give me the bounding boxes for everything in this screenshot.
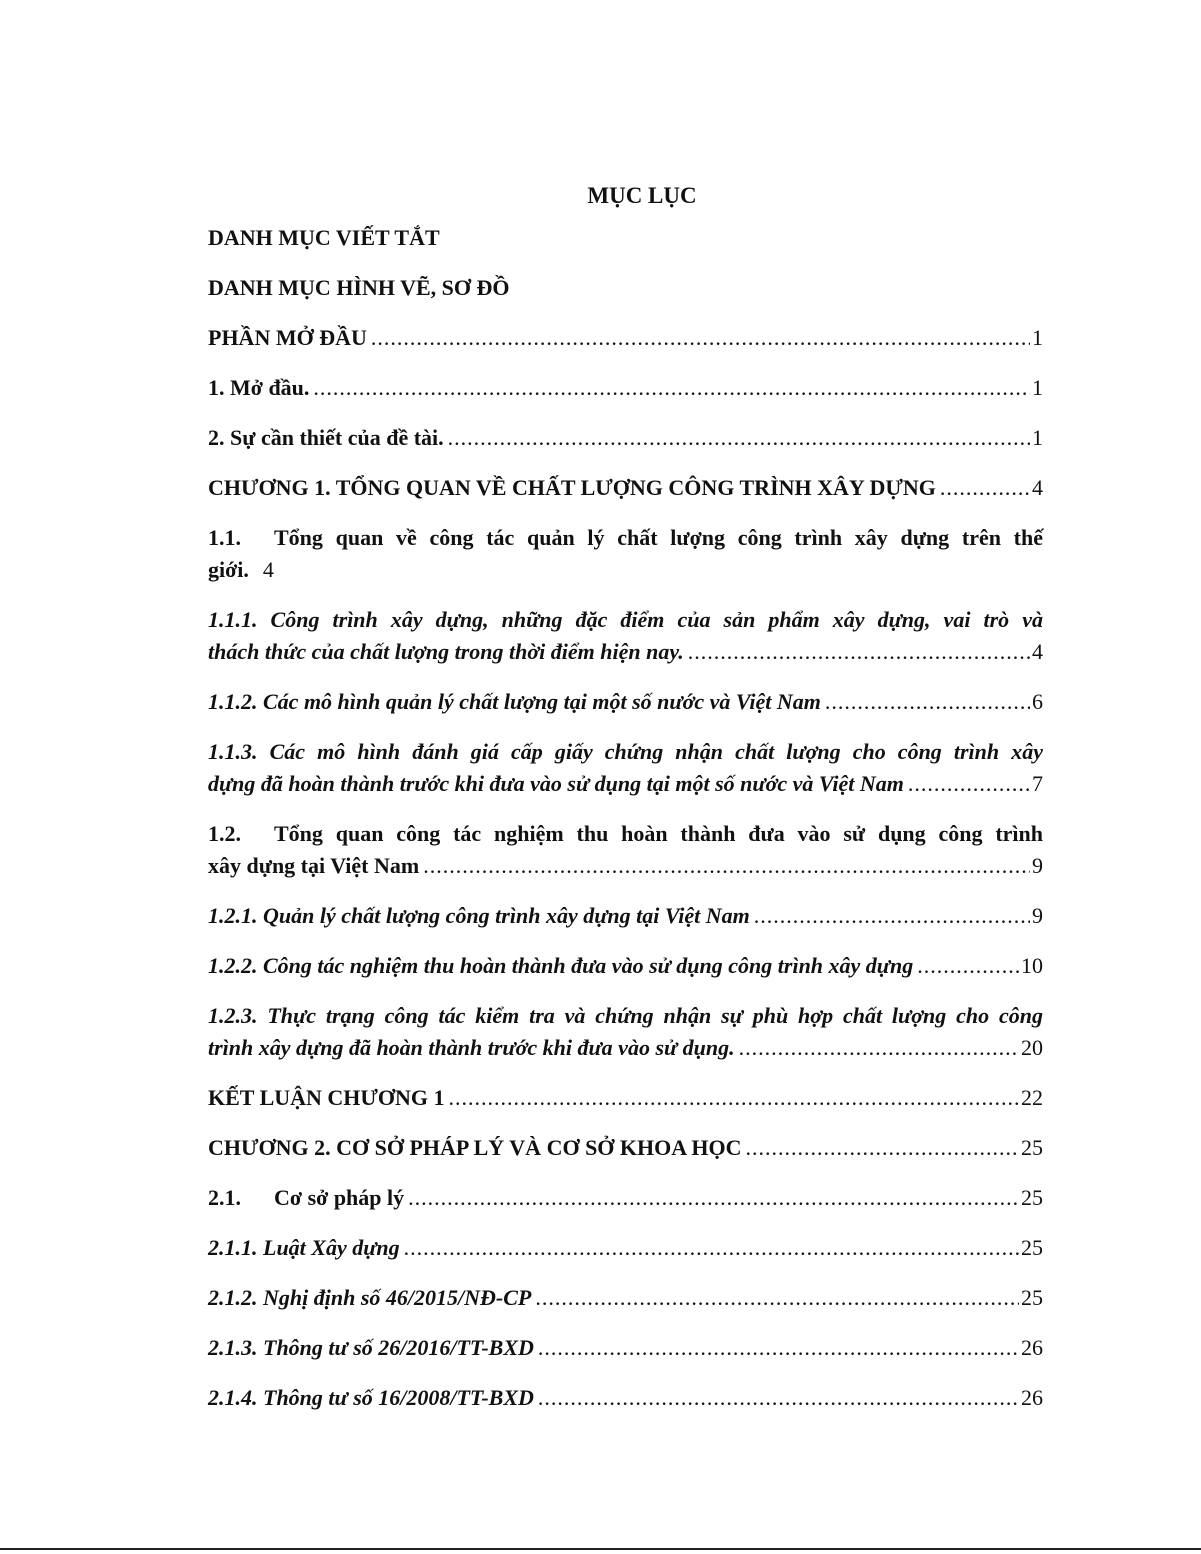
toc-entry-text: 1.1.2. Các mô hình quản lý chất lượng tại một số nước và Việt Nam bbox=[208, 689, 821, 714]
toc-page-number: 10 bbox=[1021, 953, 1043, 978]
toc-entry-1-2-2[interactable] bbox=[208, 950, 1043, 982]
toc-entry-2-1-4[interactable] bbox=[208, 1382, 1043, 1414]
toc-entry-text: 2.1.3. Thông tư số 26/2016/TT-BXD bbox=[208, 1335, 534, 1360]
toc-entry-conclusion-1[interactable] bbox=[208, 1082, 1043, 1114]
dot-leader bbox=[423, 850, 1030, 882]
toc-entry-text: 1.2.2. Công tác nghiệm thu hoàn thành đưa vào sử dụng công trình xây dựng bbox=[208, 953, 914, 978]
toc-entry-1-1-3[interactable] bbox=[208, 736, 1043, 800]
toc-entry-text: 2.1.4. Thông tư số 16/2008/TT-BXD bbox=[208, 1385, 534, 1410]
dot-leader bbox=[448, 422, 1030, 454]
toc-entry-necessity[interactable] bbox=[208, 422, 1043, 454]
toc-page-number: 26 bbox=[1021, 1385, 1043, 1410]
toc-entry-1-1-1[interactable] bbox=[208, 604, 1043, 668]
toc-entry-text: Tổng quan về công tác quản lý chất lượng công trình xây dựng trên thế bbox=[274, 525, 1043, 550]
toc-page-number: 26 bbox=[1021, 1335, 1043, 1360]
toc-entry-text: DANH MỤC VIẾT TẮT bbox=[208, 225, 440, 250]
toc-page-number: 1 bbox=[1032, 375, 1043, 400]
toc-section-number: 2.1. bbox=[208, 1185, 241, 1210]
toc-entry-2-1-1[interactable] bbox=[208, 1232, 1043, 1264]
toc-page-number: 25 bbox=[1021, 1285, 1043, 1310]
toc-entry-2-1-3[interactable] bbox=[208, 1332, 1043, 1364]
dot-leader bbox=[538, 1332, 1019, 1364]
dot-leader bbox=[739, 1032, 1019, 1064]
toc-entry-text: PHẦN MỞ ĐẦU bbox=[208, 325, 367, 350]
toc-page-number: 9 bbox=[1032, 853, 1043, 878]
toc-section-number: 1.1. bbox=[208, 525, 241, 550]
dot-leader bbox=[688, 636, 1030, 668]
table-of-contents bbox=[208, 222, 1043, 1432]
toc-page-number: 9 bbox=[1032, 903, 1043, 928]
toc-entry-text: 1.2.1. Quản lý chất lượng công trình xây dựng tại Việt Nam bbox=[208, 903, 750, 928]
toc-page-number: 20 bbox=[1021, 1035, 1043, 1060]
toc-page-number: 1 bbox=[1032, 325, 1043, 350]
dot-leader bbox=[535, 1282, 1019, 1314]
toc-page-number: 4 bbox=[262, 557, 274, 582]
toc-entry-text: CHƯƠNG 2. CƠ SỞ PHÁP LÝ VÀ CƠ SỞ KHOA HỌC bbox=[208, 1135, 742, 1160]
toc-entry-text-continued: dựng đã hoàn thành trước khi đưa vào sử dụng tại một số nước và Việt Nam bbox=[208, 771, 904, 796]
toc-entry-text: Cơ sở pháp lý bbox=[274, 1185, 405, 1210]
toc-entry-text: 1.1.3. Các mô hình đánh giá cấp giấy chứng nhận chất lượng cho công trình xây bbox=[208, 739, 1043, 764]
toc-page-number: 22 bbox=[1021, 1085, 1043, 1110]
toc-entry-1-2-1[interactable] bbox=[208, 900, 1043, 932]
toc-entry-1-2[interactable] bbox=[208, 818, 1043, 882]
toc-entry-2-1[interactable] bbox=[208, 1182, 1043, 1214]
dot-leader bbox=[825, 686, 1030, 718]
toc-entry-text: 1.1.1. Công trình xây dựng, những đặc điểm của sản phẩm xây dựng, vai trò và bbox=[208, 607, 1043, 632]
toc-entry-text-continued: giới. bbox=[208, 557, 249, 582]
dot-leader bbox=[449, 1082, 1019, 1114]
toc-entry-opening[interactable] bbox=[208, 372, 1043, 404]
toc-page-number: 6 bbox=[1032, 689, 1043, 714]
toc-entry-chapter-1[interactable] bbox=[208, 472, 1043, 504]
toc-entry-text: 2.1.1. Luật Xây dựng bbox=[208, 1235, 400, 1260]
toc-entry-1-1-2[interactable] bbox=[208, 686, 1043, 718]
toc-page-number: 7 bbox=[1032, 771, 1043, 796]
toc-entry-2-1-2[interactable] bbox=[208, 1282, 1043, 1314]
toc-entry-text: CHƯƠNG 1. TỔNG QUAN VỀ CHẤT LƯỢNG CÔNG TRÌNH XÂY DỰNG bbox=[208, 475, 936, 500]
toc-entry-chapter-2[interactable] bbox=[208, 1132, 1043, 1164]
toc-page-number: 25 bbox=[1021, 1235, 1043, 1260]
dot-leader bbox=[940, 472, 1030, 504]
toc-entry-text-continued: xây dựng tại Việt Nam bbox=[208, 853, 420, 878]
toc-entry-text: KẾT LUẬN CHƯƠNG 1 bbox=[208, 1085, 445, 1110]
toc-page-number: 4 bbox=[1032, 639, 1043, 664]
toc-entry-text: 1.2.3. Thực trạng công tác kiểm tra và chứng nhận sự phù hợp chất lượng cho công bbox=[208, 1003, 1043, 1028]
toc-entry-introduction[interactable] bbox=[208, 322, 1043, 354]
toc-page-number: 1 bbox=[1032, 425, 1043, 450]
dot-leader bbox=[313, 372, 1030, 404]
toc-section-number: 1.2. bbox=[208, 821, 241, 846]
toc-entry-1-2-3[interactable] bbox=[208, 1000, 1043, 1064]
toc-page-number: 25 bbox=[1021, 1185, 1043, 1210]
toc-entry-text: DANH MỤC HÌNH VẼ, SƠ ĐỒ bbox=[208, 275, 510, 300]
toc-entry-text: 2. Sự cần thiết của đề tài. bbox=[208, 425, 444, 450]
toc-entry-abbreviations[interactable] bbox=[208, 222, 1043, 254]
toc-entry-text: 1. Mở đầu. bbox=[208, 375, 310, 400]
dot-leader bbox=[908, 768, 1030, 800]
toc-entry-text: Tổng quan công tác nghiệm thu hoàn thành đưa vào sử dụng công trình bbox=[274, 821, 1043, 846]
toc-page-number: 25 bbox=[1021, 1135, 1043, 1160]
toc-entry-1-1[interactable] bbox=[208, 522, 1043, 586]
toc-title: MỤC LỤC bbox=[587, 183, 697, 208]
dot-leader bbox=[408, 1182, 1019, 1214]
dot-leader bbox=[371, 322, 1030, 354]
dot-leader bbox=[917, 950, 1019, 982]
dot-leader bbox=[746, 1132, 1019, 1164]
toc-page-number: 4 bbox=[1032, 475, 1043, 500]
dot-leader bbox=[404, 1232, 1019, 1264]
bottom-edge-rule bbox=[0, 1548, 1201, 1550]
dot-leader bbox=[754, 900, 1030, 932]
dot-leader bbox=[538, 1382, 1019, 1414]
toc-entry-text-continued: trình xây dựng đã hoàn thành trước khi đưa vào sử dụng. bbox=[208, 1035, 735, 1060]
toc-entry-text-continued: thách thức của chất lượng trong thời điểm hiện nay. bbox=[208, 639, 684, 664]
toc-entry-text: 2.1.2. Nghị định số 46/2015/NĐ-CP bbox=[208, 1285, 532, 1310]
toc-entry-figures[interactable] bbox=[208, 272, 1043, 304]
